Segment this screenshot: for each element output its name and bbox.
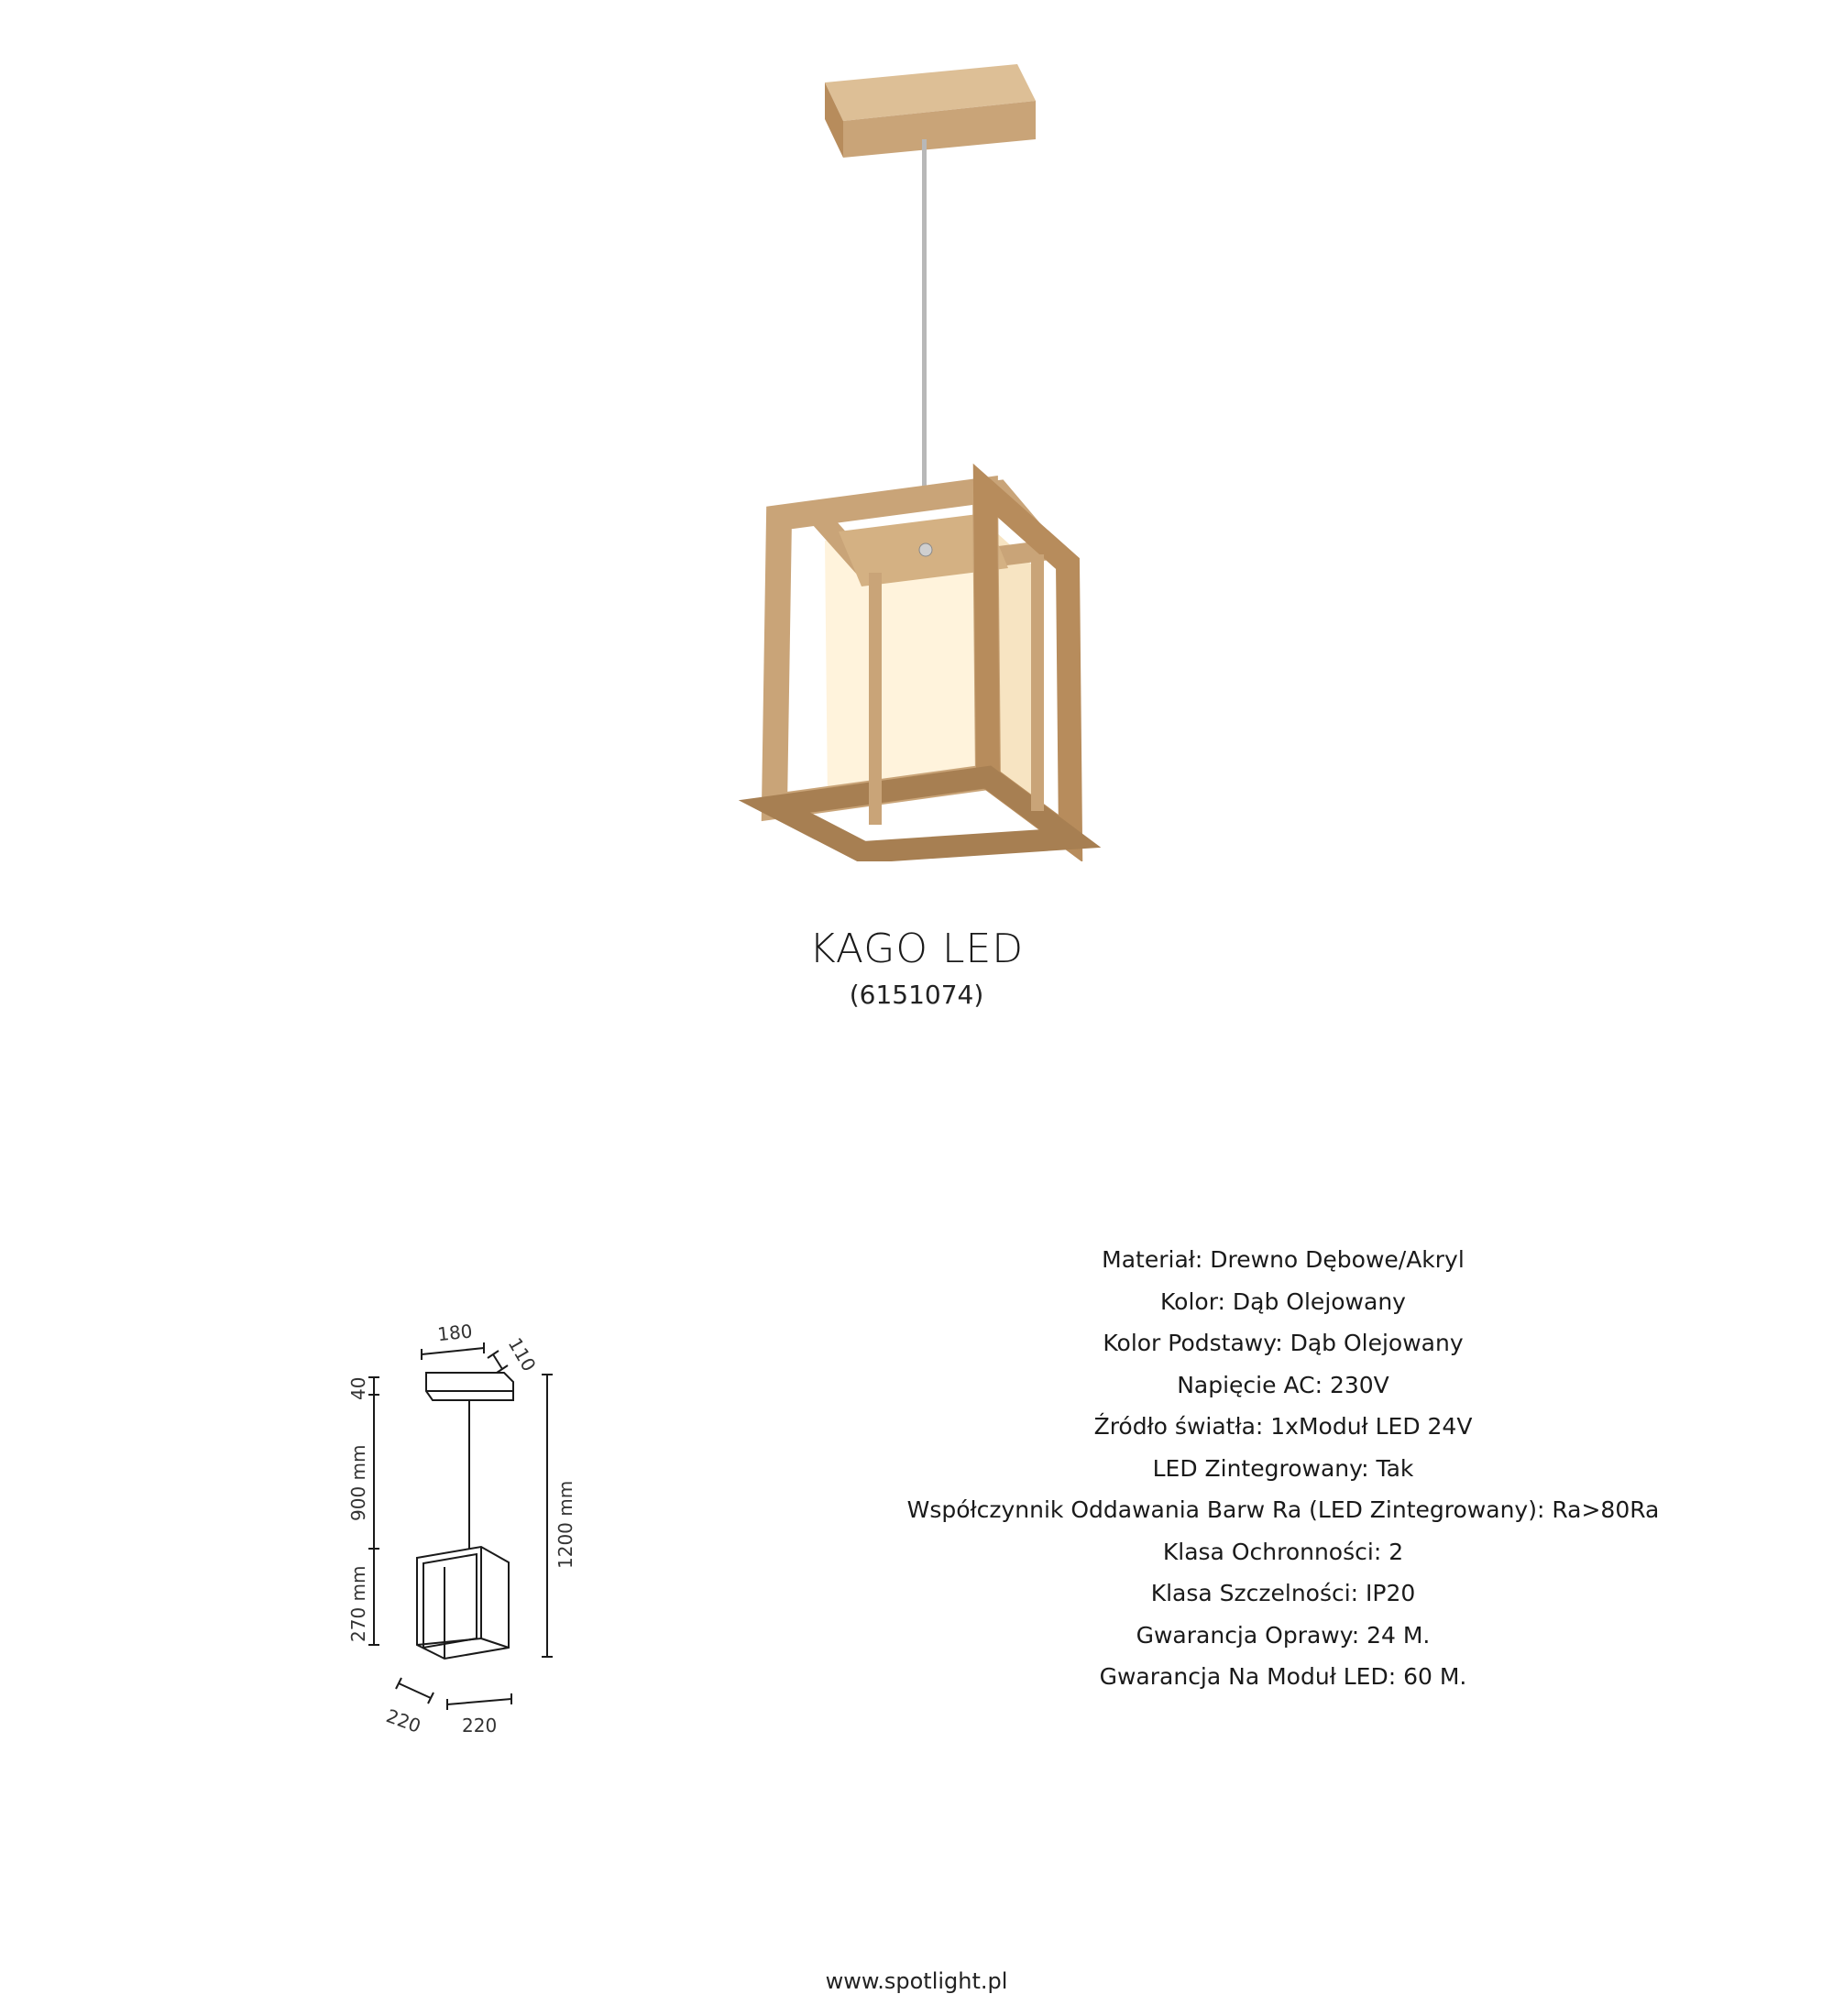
product-name: KAGO LED <box>808 926 1025 972</box>
spec-item: Materiał: Drewno Dębowe/Akryl <box>1102 1246 1465 1273</box>
spec-item: Gwarancja Na Moduł LED: 60 M. <box>1099 1663 1467 1690</box>
wooden-cage <box>774 490 1070 852</box>
spec-list <box>880 1239 1686 1698</box>
dim-cable: 900 mm <box>347 1444 369 1521</box>
spec-item: Klasa Ochronności: 2 <box>1162 1538 1404 1565</box>
spec-item: Źródło światła: 1xModuł LED 24V <box>1093 1413 1473 1440</box>
product-photo <box>706 55 1127 861</box>
spec-item: LED Zintegrowany: Tak <box>1152 1454 1414 1482</box>
dim-bottom-width: 220 <box>462 1715 498 1737</box>
spec-item: Kolor: Dąb Olejowany <box>1160 1287 1406 1315</box>
spec-item: Kolor Podstawy: Dąb Olejowany <box>1103 1330 1464 1356</box>
title-block <box>0 926 1833 1010</box>
dim-shade: 270 mm <box>347 1565 369 1642</box>
dim-total: 1200 mm <box>554 1480 576 1569</box>
spec-item: Klasa Szczelności: IP20 <box>1150 1580 1416 1606</box>
spec-item: Współczynnik Oddawania Barw Ra (LED Zintegrowany): Ra>80Ra <box>906 1496 1660 1523</box>
spec-item: Napięcie AC: 230V <box>1177 1371 1389 1398</box>
suspension-cable <box>922 139 927 492</box>
website-link[interactable]: www.spotlight.pl <box>825 1968 1008 1994</box>
dim-base-height: 40 <box>347 1376 369 1400</box>
dim-top-depth: 110 <box>503 1333 541 1375</box>
dim-top-width: 180 <box>436 1320 474 1346</box>
ceiling-canopy <box>825 64 1036 158</box>
spec-item: Gwarancja Oprawy: 24 M. <box>1136 1621 1431 1649</box>
product-code: (6151074) <box>849 980 984 1010</box>
dimension-diagram <box>330 1292 623 1750</box>
dim-bottom-depth: 220 <box>383 1704 424 1737</box>
